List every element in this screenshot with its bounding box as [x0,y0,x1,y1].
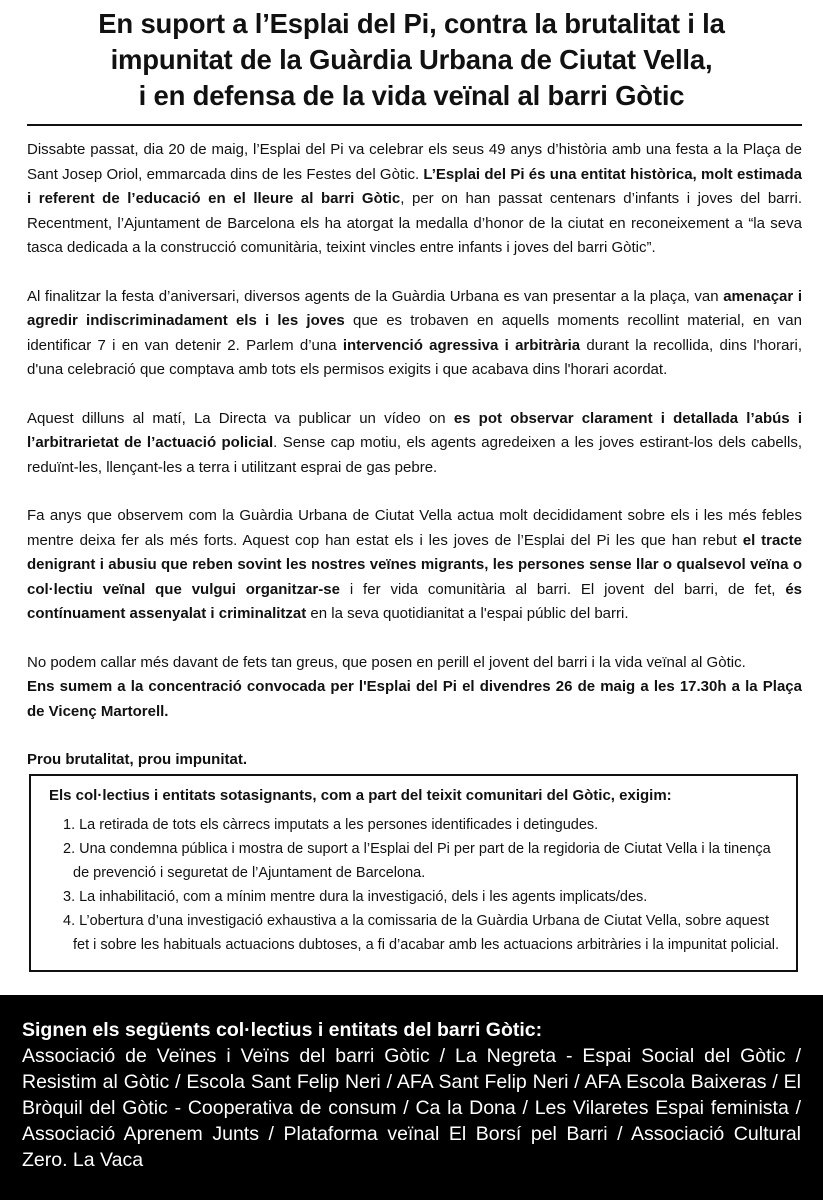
title-line-1: En suport a l’Esplai del Pi, contra la brutalitat i la [98,8,725,39]
signatories-title: Signen els següents col·lectius i entitats del barri Gòtic: [22,1019,543,1041]
paragraph-2 [27,285,802,383]
p4-bold-2: és contínuament assenyalat i criminalitzat [27,580,802,622]
p4-bold-1: el tracte denigrant i abusiu que reben sovint les nostres veïnes migrants, les persones sense llar o qualsevol veïna o col·lectiu veïnal que vulgui organitzar-se [27,531,802,598]
paragraph-3 [27,407,802,481]
p2-text-c: que es trobaven en aquells moments recollint material, en van identificar 7 i en van detenir 2. Parlem d’una [27,312,802,354]
list-item: 3. La inhabilitació, com a mínim mentre dura la investigació, dels i les agents implicats/des. [63,889,648,905]
title-line-2: impunitat de la Guàrdia Urbana de Ciutat Vella, [110,44,713,75]
list-item: 2. Una condemna pública i mostra de suport a l’Esplai del Pi per part de la regidoria de Ciutat Vella i la tinença de prevenció i seguretat de l’Ajuntament de Barcelona. [63,841,771,881]
paragraph-4 [27,504,802,627]
p4-text-e: en la seva quotidianitat a l'espai públic del barri. [306,605,629,622]
slogan: Prou brutalitat, prou impunitat. [27,751,247,768]
paragraph-1 [27,138,802,261]
signatories-list: Associació de Veïnes i Veïns del barri Gòtic / La Negreta - Espai Social del Gòtic / Resistim al Gòtic / Escola Sant Felip Neri / AFA Sant Felip Neri / AFA Escola Baixeras / El Bròquil del Gòtic - Cooperativa de consum / Ca la Dona / Les Vilaretes Espai feminista / Associació Aprenem Junts / Plataforma veïnal El Borsí pel Barri / Associació Cultural Zero. La Vaca [22,1045,801,1171]
list-item: 1. La retirada de tots els càrrecs imputats a les persones identificades i detingudes. [63,817,599,833]
paragraph-5 [27,651,802,725]
p2-bold-1: amenaçar i agredir indiscriminadament els i les joves [27,287,802,329]
title-line-3: i en defensa de la vida veïnal al barri Gòtic [138,80,685,111]
title-divider [27,124,802,126]
p3-text-c: . Sense cap motiu, els agents agredeixen a les joves estirant-los dels cabells, reduïnt-les, llençant-les a terra i utilitzant esprai de gas pebre. [27,434,802,476]
p4-text-a: Fa anys que observem com la Guàrdia Urbana de Ciutat Vella actua molt decididament sobre els i les més febles mentre deixa fer als més forts. Aquest cop han estat els i les joves de l’Esplai del Pi les que han rebut [27,507,802,549]
paragraph-6 [27,748,802,773]
p2-bold-2: intervenció agressiva i arbitrària [342,336,581,354]
p1-bold: L’Esplai del Pi és una entitat històrica, molt estimada i referent de l’educació en el lleure al barri Gòtic [27,165,802,207]
p2-text-e: durant la recollida, dins l'horari, d'una celebració que comptava amb tots els permisos exigits i que acabava dins l'horari acordat. [27,336,802,378]
p5-bold: Ens sumem a la concentració convocada per l'Esplai del Pi el divendres 26 de maig a les 17.30h a la Plaça de Vicenç Martorell. [27,678,802,720]
list-item: 4. L’obertura d’una investigació exhaustiva a la comissaria de la Guàrdia Urbana de Ciutat Vella, sobre aquest fet i sobre les habituals actuacions dubtoses, a fi d’acabar amb les actuacions arbitràries i la impunitat policial. [63,913,780,953]
signatories-footer [0,995,823,1200]
p5-text-a: No podem callar més davant de fets tan greus, que posen en perill el jovent del barri i la vida veïnal al Gòtic. [27,653,746,671]
p3-text-a: Aquest dilluns al matí, La Directa va publicar un vídeo on [27,409,454,427]
article-body [27,138,802,797]
p1-text-c: , per on han passat centenars d’infants i joves del barri. Recentment, l’Ajuntament de Barcelona els ha atorgat la medalla d’honor de la ciutat en reconeixement a “la seva tasca dedicada a la construcció comunitària, teixint vincles entre infants i joves del barri Gòtic”. [27,190,802,256]
p4-text-c: i fer vida comunitària al barri. El jovent del barri, de fet, [339,580,786,598]
page-title [20,6,803,114]
p1-text-a: Dissabte passat, dia 20 de maig, l’Esplai del Pi va celebrar els seus 49 anys d’història amb una festa a la Plaça de Sant Josep Oriol, emmarcada dins de les Festes del Gòtic. [27,141,802,183]
demands-title: Els col·lectius i entitats sotasignants, com a part del teixit comunitari del Gòtic, exigim: [49,787,672,804]
demands-box [29,774,798,972]
p2-text-a: Al finalitzar la festa d’aniversari, diversos agents de la Guàrdia Urbana es van presentar a la plaça, van [27,287,724,305]
demands-list [43,813,782,957]
p3-bold: es pot observar clarament i detallada l’abús i l’arbitrarietat de l’actuació policial [27,409,802,451]
